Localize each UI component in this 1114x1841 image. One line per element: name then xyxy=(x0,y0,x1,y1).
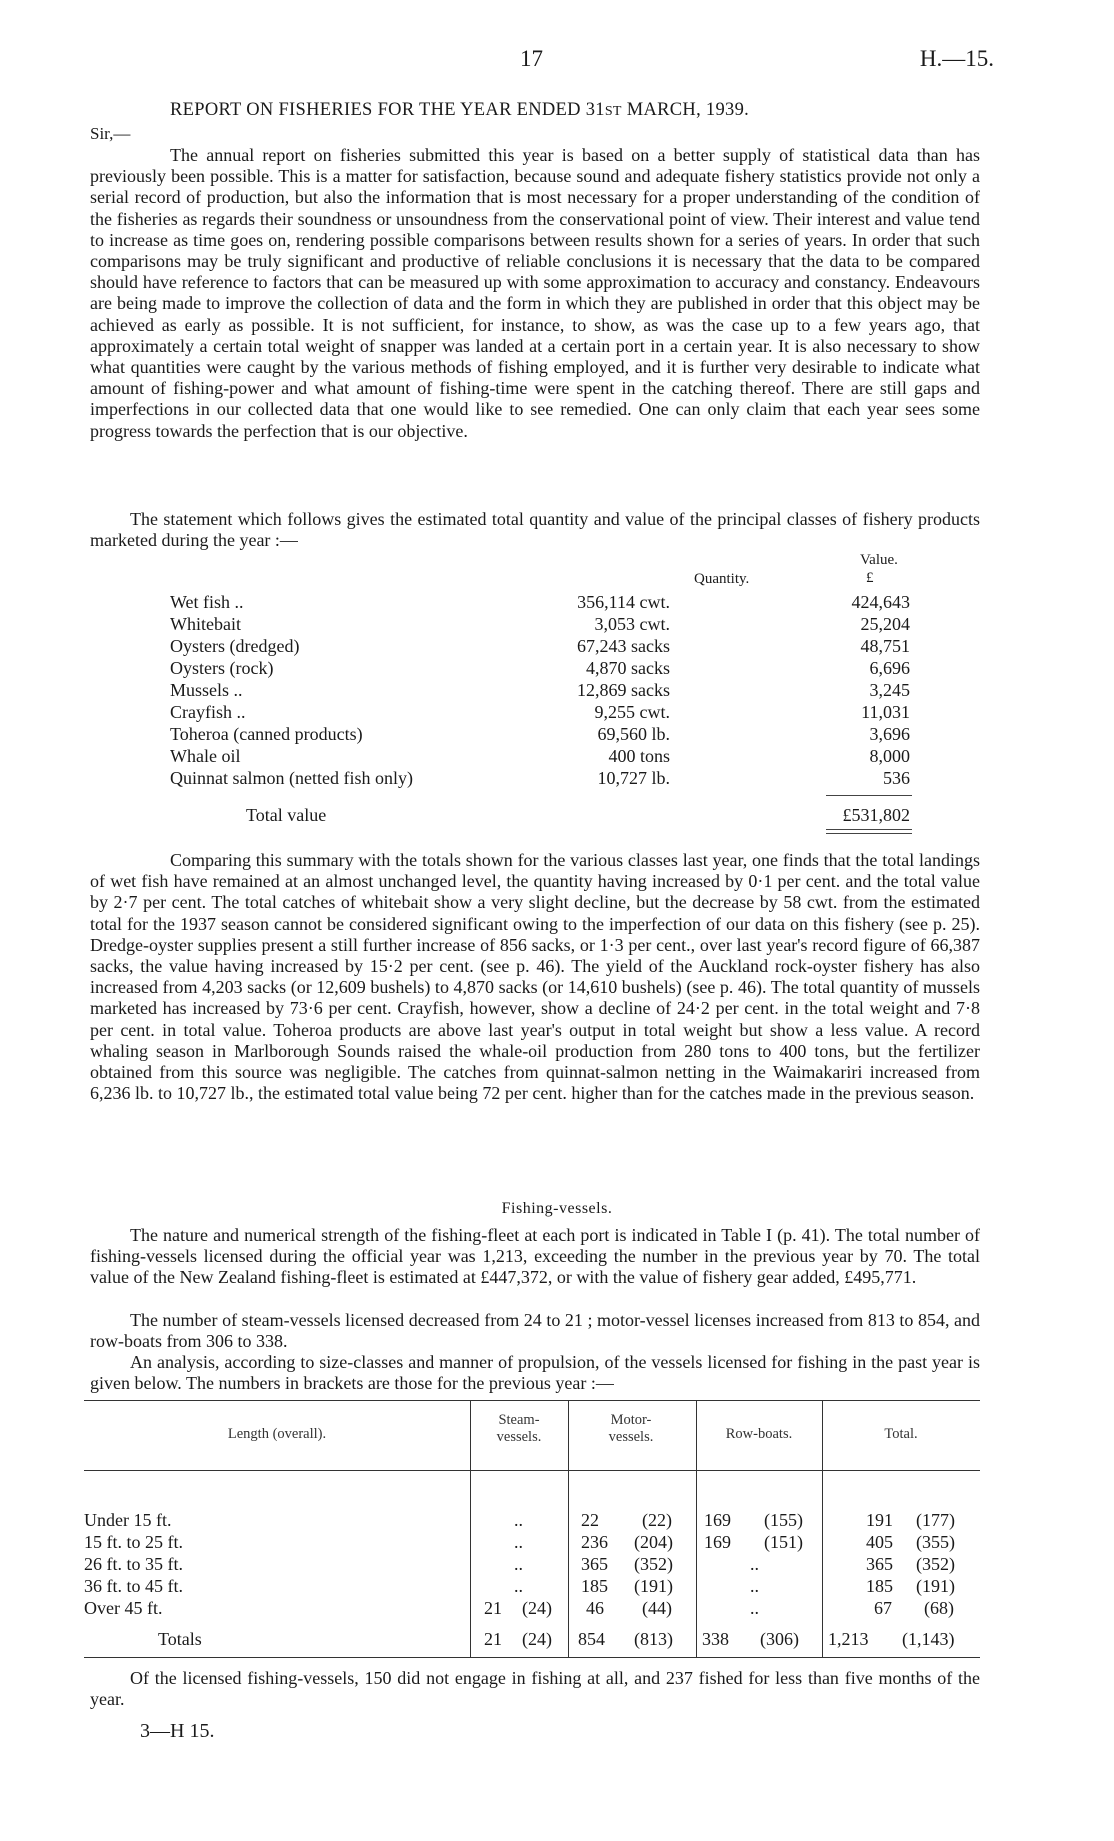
product-value: 536 xyxy=(883,768,910,788)
report-title xyxy=(170,100,749,121)
table-rule xyxy=(84,1657,980,1658)
steam-total-prev: (24) xyxy=(522,1629,552,1649)
product-value: 6,696 xyxy=(869,658,910,678)
total-label: Total value xyxy=(246,805,327,825)
length-class: 15 ft. to 25 ft. xyxy=(84,1532,183,1552)
title-tail: MARCH, 1939. xyxy=(621,100,750,120)
product-value: 11,031 xyxy=(861,702,910,722)
steam-count: .. xyxy=(514,1510,523,1530)
vessel-row xyxy=(84,1576,980,1598)
total-prev: (191) xyxy=(916,1576,955,1596)
total-count: 67 xyxy=(874,1598,892,1618)
steam-count: .. xyxy=(514,1554,523,1574)
vessel-row xyxy=(84,1554,980,1576)
row-count: .. xyxy=(750,1598,759,1618)
total-count: 365 xyxy=(866,1554,893,1574)
paragraph-inactive-vessels: Of the licensed fishing-vessels, 150 did not engage in fishing at all, and 237 fished for less than five months of the year. xyxy=(90,1668,980,1710)
steam-count: 21 xyxy=(484,1598,502,1618)
product-name: Oysters (rock) xyxy=(170,658,274,678)
title-main: REPORT ON FISHERIES FOR THE YEAR ENDED 31 xyxy=(170,100,605,120)
motor-count: 185 xyxy=(581,1576,608,1596)
product-row xyxy=(170,724,910,746)
steam-prev: (24) xyxy=(522,1598,552,1618)
vessel-row xyxy=(84,1532,980,1554)
product-quantity: 4,870 sacks xyxy=(586,658,670,678)
header-length: Length (overall). xyxy=(227,1426,327,1442)
vessel-row xyxy=(84,1598,980,1620)
page-number: 17 xyxy=(520,46,543,71)
product-row xyxy=(170,680,910,702)
header-motor-vessels: Motor-vessels. xyxy=(608,1412,654,1445)
length-class: Over 45 ft. xyxy=(84,1598,163,1618)
row-total: 338 xyxy=(702,1629,729,1649)
product-name: Quinnat salmon (netted fish only) xyxy=(170,768,413,788)
vessel-table xyxy=(84,1400,980,1660)
product-quantity: 69,560 lb. xyxy=(597,724,670,744)
vessel-totals-row xyxy=(84,1629,980,1651)
product-total-row xyxy=(170,805,910,827)
motor-total-prev: (813) xyxy=(634,1629,673,1649)
product-quantity: 3,053 cwt. xyxy=(594,614,670,634)
document-reference: H.—15. xyxy=(919,46,994,71)
product-row xyxy=(170,592,910,614)
total-count: 185 xyxy=(866,1576,893,1596)
column-header-value-unit: £ xyxy=(866,570,874,586)
product-quantity: 400 tons xyxy=(608,746,670,766)
row-prev: (155) xyxy=(764,1510,803,1530)
product-name: Whale oil xyxy=(170,746,241,766)
product-row xyxy=(170,658,910,680)
total-double-rule xyxy=(826,829,912,834)
steam-count: .. xyxy=(514,1576,523,1596)
product-value: 424,643 xyxy=(851,592,910,612)
product-quantity: 10,727 lb. xyxy=(597,768,670,788)
vessel-row xyxy=(84,1510,980,1532)
steam-total: 21 xyxy=(484,1629,502,1649)
paragraph-comparison: Comparing this summary with the totals shown for the various classes last year, one finds that the total landings of wet fish have remained at an almost unchanged level, the quantity having increased by 0·1 per cent. and the total value by 2·7 per cent. The total catches of whitebait show a very slight decline, but the decrease by 58 cwt. from the estimated total for the 1937 season cannot be considered significant owing to the imperfection of our data on this fishery (see p. 25). Dredge-oyster supplies present a still further increase of 856 sacks, or 1·3 per cent., over last year's record figure of 66,387 sacks, the value having increased by 15·2 per cent. (see p. 46). The yield of the Auckland rock-oyster fishery has also increased from 4,203 sacks (or 12,609 bushels) to 4,870 sacks (or 14,610 bushels) (see p. 46). The total quantity of mussels marketed has increased by 73·6 per cent. Crayfish, however, show a decline of 24·2 per cent. in the total weight and 7·8 per cent. in total value. Toheroa products are above last year's output in total weight but show a less value. A record whaling season in Marlborough Sounds raised the whale-oil production from 280 tons to 400 tons, but the fertilizer obtained from this source was negligible. The catches from quinnat-salmon netting in the Waimakariri increased from 6,236 lb. to 10,727 lb., the estimated total value being 72 per cent. higher than for the catches made in the previous season. xyxy=(90,850,980,1104)
motor-prev: (44) xyxy=(642,1598,672,1618)
motor-prev: (22) xyxy=(642,1510,672,1530)
grand-total: 1,213 xyxy=(828,1629,869,1649)
product-row xyxy=(170,768,910,790)
length-class: 36 ft. to 45 ft. xyxy=(84,1576,183,1596)
product-quantity: 9,255 cwt. xyxy=(594,702,670,722)
total-prev: (68) xyxy=(924,1598,954,1618)
product-row xyxy=(170,614,910,636)
product-value: 8,000 xyxy=(869,746,910,766)
signature-mark: 3—H 15. xyxy=(140,1720,215,1742)
product-name: Whitebait xyxy=(170,614,241,634)
product-row xyxy=(170,746,910,768)
product-value: 48,751 xyxy=(860,636,910,656)
paragraph-statement-intro: The statement which follows gives the estimated total quantity and value of the principal classes of fishery products marketed during the year :— xyxy=(90,509,980,551)
paragraph-licences: The number of steam-vessels licensed decreased from 24 to 21 ; motor-vessel licenses increased from 813 to 854, and row-boats from 306 to 338. xyxy=(90,1310,980,1352)
product-value: 3,245 xyxy=(869,680,910,700)
motor-total: 854 xyxy=(578,1629,605,1649)
length-class: 26 ft. to 35 ft. xyxy=(84,1554,183,1574)
product-row xyxy=(170,702,910,724)
motor-count: 236 xyxy=(581,1532,608,1552)
row-count: 169 xyxy=(704,1510,731,1530)
header-steam-vessels: Steam-vessels. xyxy=(496,1412,542,1445)
motor-count: 22 xyxy=(581,1510,599,1530)
motor-count: 46 xyxy=(586,1598,604,1618)
title-ordinal: ST xyxy=(604,104,622,119)
total-count: 405 xyxy=(866,1532,893,1552)
product-name: Wet fish .. xyxy=(170,592,244,612)
paragraph-fleet-strength: The nature and numerical strength of the fishing-fleet at each port is indicated in Table I (p. 41). The total number of fishing-vessels licensed during the official year was 1,213, exceeding the number in the previous year by 70. The total value of the New Zealand fishing-fleet is estimated at £447,372, or with the value of fishery gear added, £495,771. xyxy=(90,1225,980,1288)
product-name: Mussels .. xyxy=(170,680,243,700)
total-prev: (355) xyxy=(916,1532,955,1552)
grand-total-prev: (1,143) xyxy=(902,1629,955,1649)
steam-count: .. xyxy=(514,1532,523,1552)
total-count: 191 xyxy=(866,1510,893,1530)
column-header-quantity: Quantity. xyxy=(694,571,750,587)
motor-prev: (352) xyxy=(634,1554,673,1574)
table-rule xyxy=(84,1400,980,1401)
header-total: Total. xyxy=(884,1426,918,1442)
total-prev: (177) xyxy=(916,1510,955,1530)
totals-label: Totals xyxy=(158,1629,202,1649)
product-name: Oysters (dredged) xyxy=(170,636,300,656)
motor-prev: (204) xyxy=(634,1532,673,1552)
paragraph-intro: The annual report on fisheries submitted this year is based on a better supply of statistical data than has previously been possible. This is a matter for satisfaction, because sound and adequate fishery statistics provide not only a serial record of production, but also the information that is most necessary for a proper understanding of the condition of the fisheries as regards their soundness or unsoundness from the conservational point of view. Their interest and value tend to increase as time goes on, rendering possible comparisons between results shown for a series of years. In order that such comparisons may be truly significant and productive of reliable conclusions it is necessary that the data to be compared should have reference to factors that can be measured up with some approximation to accuracy and constancy. Endeavours are being made to improve the collection of data and the form in which they are published in order that this object may be achieved as early as possible. It is not sufficient, for instance, to show, as was the case up to a few years ago, that approximately a certain total weight of snapper was landed at a certain port in a certain year. It is also necessary to show what quantities were caught by the various methods of fishing employed, and it is further very desirable to indicate what amount of fishing-power and what amount of fishing-time were spent in the catching thereof. There are still gaps and imperfections in our collected data that one would like to see remedied. One can only claim that each year sees some progress towards the perfection that is our objective. xyxy=(90,145,980,441)
product-value: 25,204 xyxy=(860,614,910,634)
row-total-prev: (306) xyxy=(760,1629,799,1649)
product-quantity: 67,243 sacks xyxy=(577,636,670,656)
total-prev: (352) xyxy=(916,1554,955,1574)
row-prev: (151) xyxy=(764,1532,803,1552)
product-row xyxy=(170,636,910,658)
product-value: 3,696 xyxy=(869,724,910,744)
table-rule xyxy=(84,1470,980,1471)
length-class: Under 15 ft. xyxy=(84,1510,172,1530)
paragraph-analysis-intro: An analysis, according to size-classes and manner of propulsion, of the vessels licensed for fishing in the past year is given below. The numbers in brackets are those for the previous year :— xyxy=(90,1352,980,1394)
total-value: £531,802 xyxy=(842,805,910,825)
product-name: Crayfish .. xyxy=(170,702,246,722)
salutation: Sir,— xyxy=(90,124,131,143)
section-title-fishing-vessels: Fishing-vessels. xyxy=(501,1200,613,1217)
column-header-value: Value. xyxy=(860,552,898,568)
product-quantity: 356,114 cwt. xyxy=(577,592,670,612)
motor-prev: (191) xyxy=(634,1576,673,1596)
total-rule xyxy=(826,795,912,796)
product-name: Toheroa (canned products) xyxy=(170,724,363,744)
row-count: .. xyxy=(750,1576,759,1596)
product-quantity: 12,869 sacks xyxy=(577,680,670,700)
header-row-boats: Row-boats. xyxy=(725,1426,793,1442)
row-count: 169 xyxy=(704,1532,731,1552)
motor-count: 365 xyxy=(581,1554,608,1574)
row-count: .. xyxy=(750,1554,759,1574)
